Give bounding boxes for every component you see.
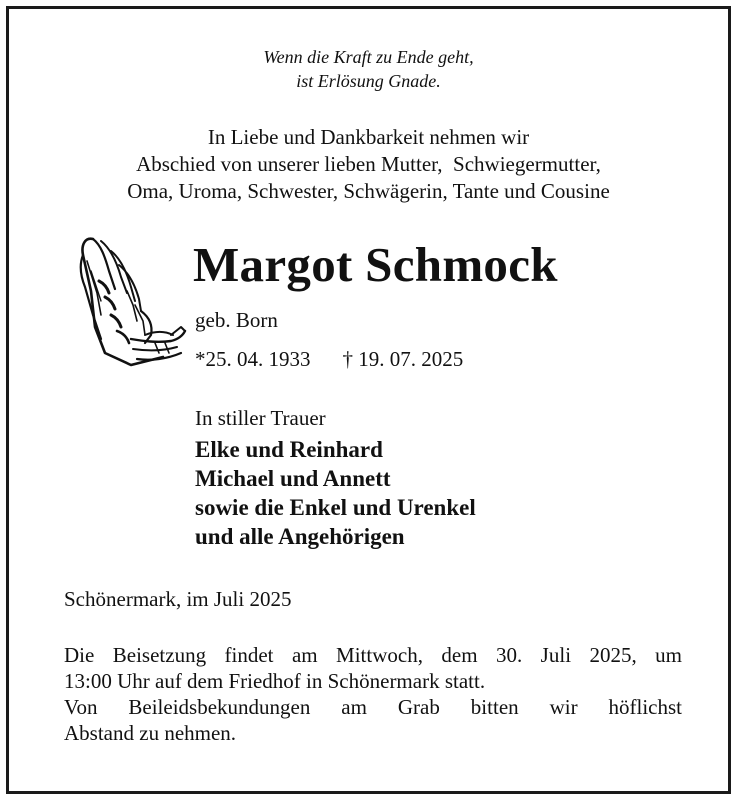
intro-text [9,124,728,205]
birth-date: *25. 04. 1933 [195,347,311,371]
place-date: Schönermark, im Juli 2025 [64,587,292,611]
funeral-notice [64,642,682,746]
motto [9,45,728,93]
intro-line-1: In Liebe und Dankbarkeit nehmen wir [207,125,530,149]
maiden-name: geb. Born [195,308,278,332]
notice-line-1: Die Beisetzung findet am Mittwoch, dem 30. Juli 2025, um [64,643,682,667]
death-date: † 19. 07. 2025 [342,347,464,371]
life-dates [195,346,463,372]
notice-line-2: 13:00 Uhr auf dem Friedhof in Schönermark statt. [64,669,486,693]
notice-line-4: Abstand zu nehmen. [64,721,237,745]
mourner-line: Michael und Annett [195,466,391,491]
notice-line-3: Von Beileidsbekundungen am Grab bitten wir höflichst [64,695,682,719]
mourner-line: Elke und Reinhard [195,437,383,462]
intro-line-2: Abschied von unserer lieben Mutter, Schwiegermutter, [136,152,601,176]
intro-line-3: Oma, Uroma, Schwester, Schwägerin, Tante und Cousine [127,179,610,203]
obituary-frame [6,6,731,794]
mourning-label: In stiller Trauer [195,406,326,430]
mourner-line: sowie die Enkel und Urenkel [195,495,476,520]
motto-line-2: ist Erlösung Gnade. [296,71,441,91]
motto-line-1: Wenn die Kraft zu Ende geht, [263,47,474,67]
praying-hands-icon [71,231,189,369]
mourners-list [195,435,476,551]
deceased-name: Margot Schmock [193,237,558,292]
mourner-line: und alle Angehörigen [195,524,405,549]
